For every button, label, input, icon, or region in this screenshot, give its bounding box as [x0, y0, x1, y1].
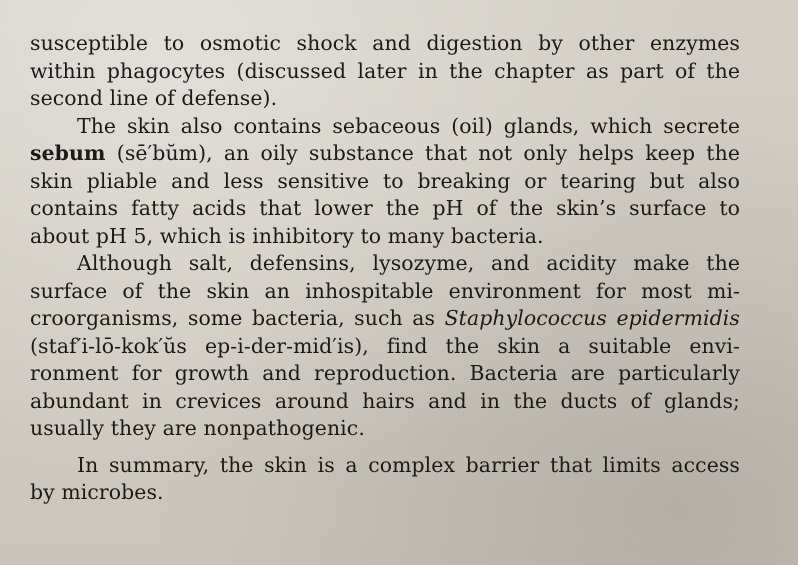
text-run: Although salt, defensins, lysozyme, and acidity make the [77, 251, 740, 275]
text-line [30, 360, 740, 388]
text-line [30, 333, 740, 361]
text-run: susceptible to osmotic shock and digestion by other enzymes [30, 31, 740, 55]
text-run: usually they are nonpathogenic. [30, 416, 365, 440]
text-run: abundant in crevices around hairs and in the ducts of glands; [30, 388, 740, 413]
text-line [30, 113, 740, 141]
text-run: skin pliable and less sensitive to breaking or tearing but also [30, 168, 740, 193]
text-line [30, 58, 740, 86]
text-run: within phagocytes (discussed later in the chapter as part of the [30, 58, 740, 83]
text-line [30, 452, 740, 480]
paragraph [30, 452, 740, 507]
paragraph [30, 113, 740, 251]
text-line [30, 415, 740, 443]
text-line [30, 223, 740, 251]
paragraph [30, 30, 740, 113]
text-line [30, 250, 740, 278]
text-line [30, 30, 740, 58]
text-run: second line of defense). [30, 86, 278, 110]
text-line [30, 85, 740, 113]
text-run: surface of the skin an inhospitable environment for most mi- [30, 278, 740, 303]
text-run: (staf′i-lō-kok′ŭs ep-i-der-mid′is), find the skin a suitable envi- [30, 333, 740, 358]
text-line [30, 479, 740, 507]
text-line [30, 388, 740, 416]
text-line [30, 278, 740, 306]
text-run: by microbes. [30, 480, 164, 504]
text-run: about pH 5, which is inhibitory to many bacteria. [30, 223, 544, 248]
text-run: ronment for growth and reproduction. Bacteria are particularly [30, 361, 740, 385]
text-line [30, 305, 740, 333]
paragraph [30, 250, 740, 443]
text-run: contains fatty acids that lower the pH of the skin’s surface to [30, 196, 740, 220]
text-run: croorganisms, some bacteria, such as [30, 306, 445, 330]
text-line [30, 140, 740, 168]
text-line [30, 195, 740, 223]
text-run: In summary, the skin is a complex barrier that limits access [77, 452, 740, 477]
text-run: (sē′bŭm), an oily substance that not only helps keep the [105, 141, 740, 165]
text-run: The skin also contains sebaceous (oil) glands, which secrete [77, 113, 740, 138]
text-line [30, 168, 740, 196]
italic-term: Staphylococcus epidermidis [444, 306, 740, 330]
bold-term: sebum [30, 141, 106, 165]
page-text [30, 30, 740, 507]
